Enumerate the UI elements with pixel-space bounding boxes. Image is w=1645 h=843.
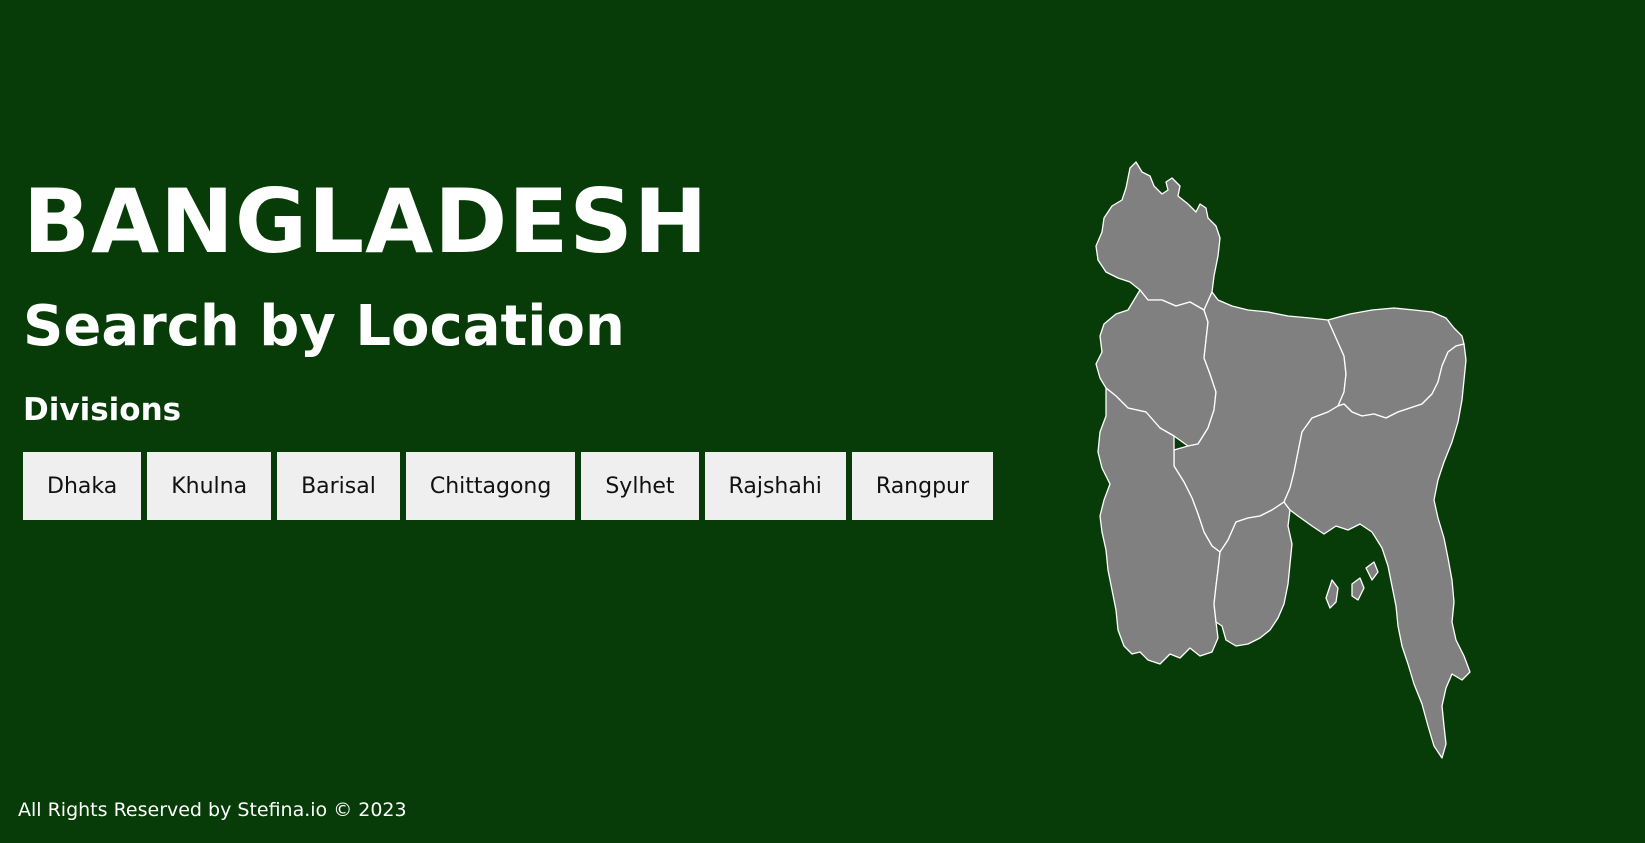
bangladesh-map — [1092, 160, 1562, 800]
divisions-heading: Divisions — [23, 392, 182, 428]
map-region-rangpur[interactable] — [1096, 162, 1220, 310]
map-island-2 — [1352, 578, 1364, 600]
division-button-rangpur[interactable]: Rangpur — [852, 452, 993, 520]
division-button-dhaka[interactable]: Dhaka — [23, 452, 141, 520]
main-content — [23, 172, 1023, 520]
map-island-3 — [1366, 562, 1378, 580]
page-subtitle: Search by Location — [23, 294, 625, 359]
division-button-rajshahi[interactable]: Rajshahi — [705, 452, 846, 520]
division-button-chittagong[interactable]: Chittagong — [406, 452, 575, 520]
map-island-1 — [1326, 580, 1338, 608]
division-buttons — [23, 452, 1023, 520]
division-button-khulna[interactable]: Khulna — [147, 452, 271, 520]
division-button-barisal[interactable]: Barisal — [277, 452, 400, 520]
page-title: BANGLADESH — [23, 170, 709, 273]
division-button-sylhet[interactable]: Sylhet — [581, 452, 698, 520]
footer-copyright: All Rights Reserved by Stefina.io © 2023 — [18, 799, 407, 821]
